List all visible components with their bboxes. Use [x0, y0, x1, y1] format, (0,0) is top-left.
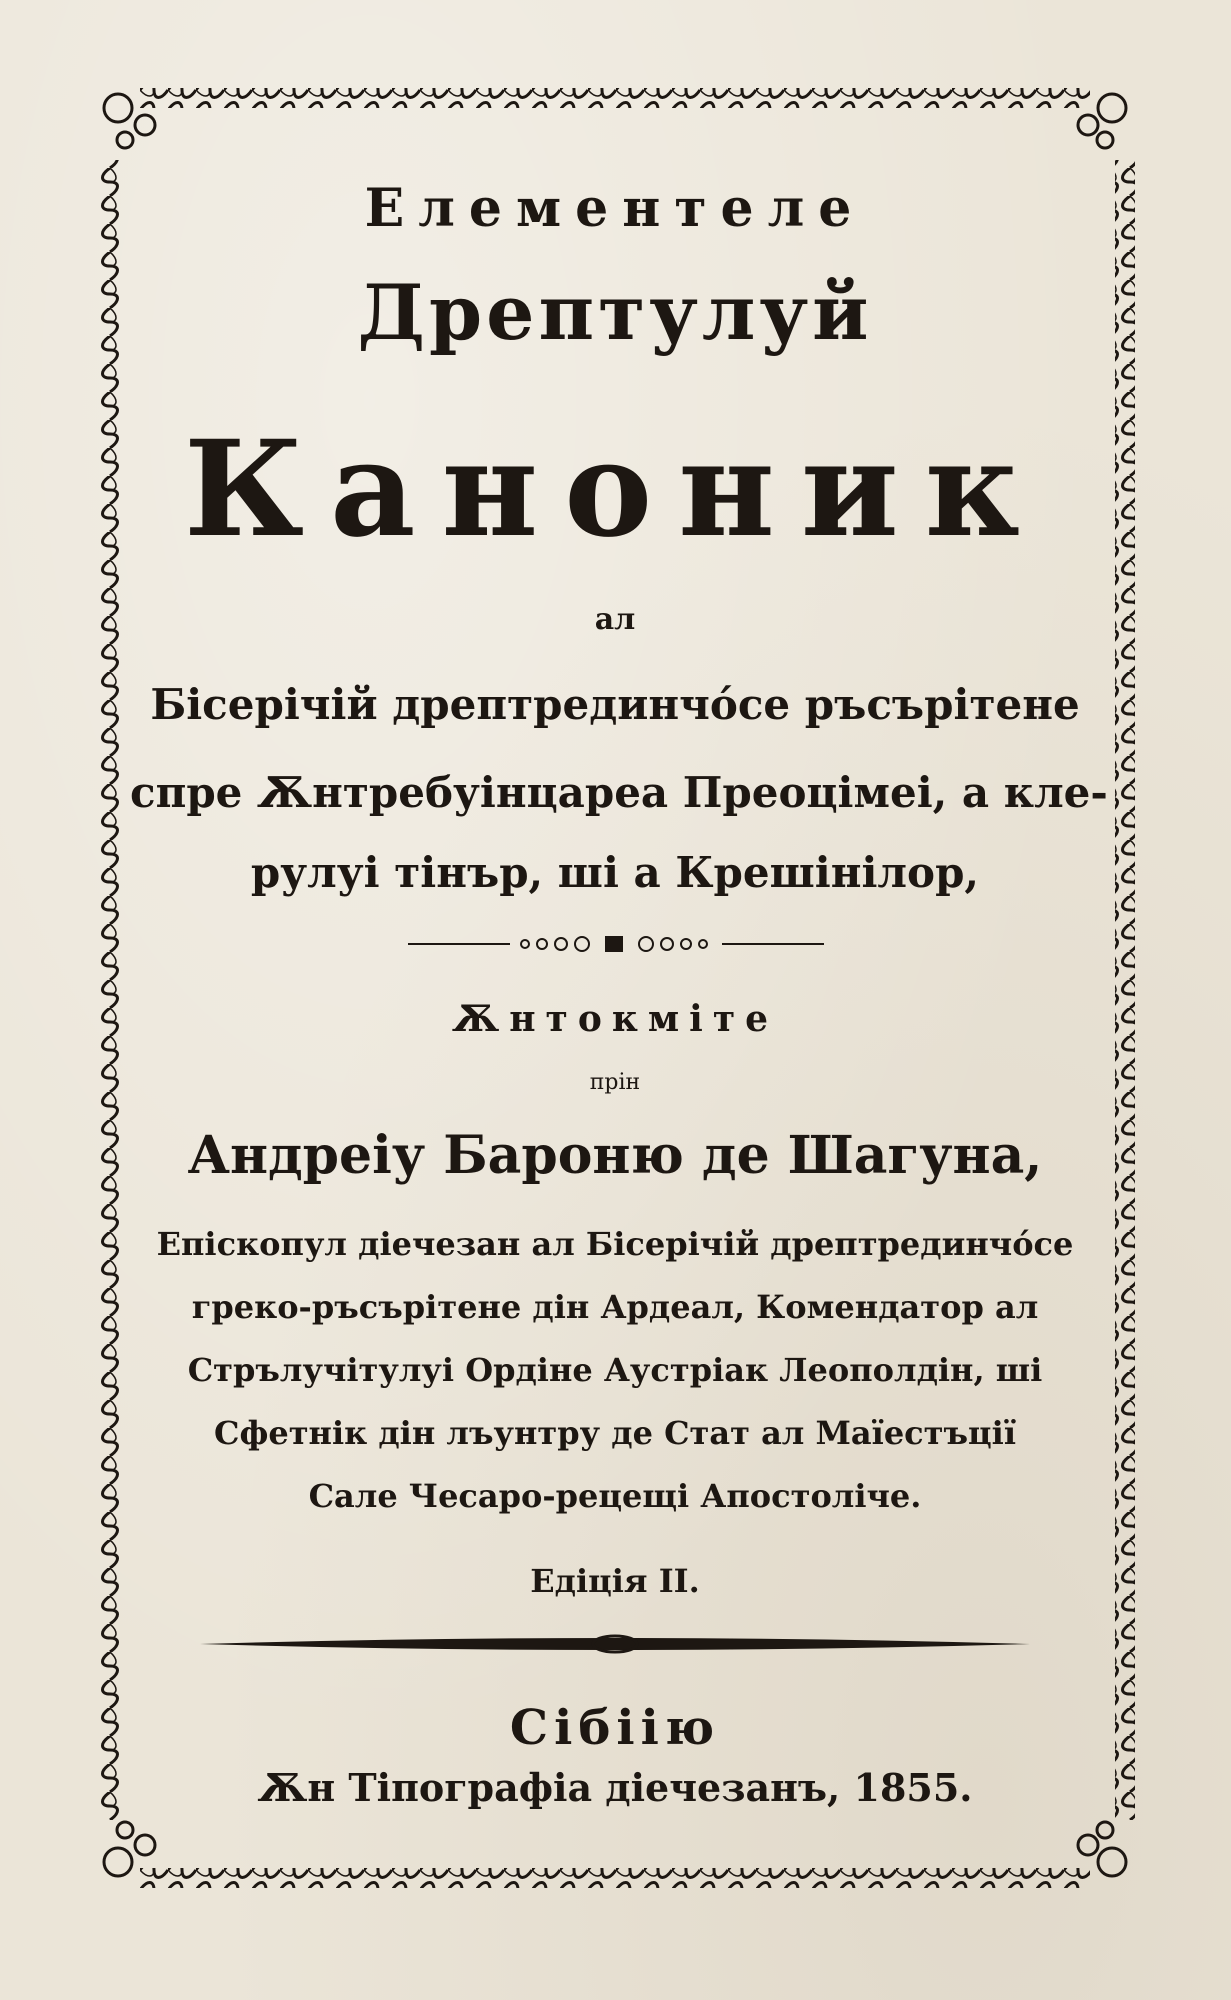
compiled-label: Ѫнтокміте: [451, 998, 779, 1040]
author-desc-3: Стрълучітулуі Ордіне Аустріак Леополдін, ші: [187, 1351, 1043, 1389]
author-desc-4: Сфетнік дін лъунтру де Стат ал Маїестъції: [214, 1414, 1016, 1452]
title-elements: Елементеле: [364, 178, 866, 239]
swell-rule: [200, 1636, 1030, 1652]
title-page: [130, 150, 1108, 1850]
border-top: [140, 88, 1090, 108]
author-name: Андреіу Бароню де Шагуна,: [187, 1125, 1043, 1186]
imprint-city: Сібіію: [509, 1700, 721, 1756]
title-al: ал: [594, 602, 636, 637]
subtitle-line-3: рулуі тінър, ші а Крешінілор,: [250, 848, 980, 897]
border-right: [1115, 160, 1135, 1820]
edition-label: Едіція II.: [530, 1562, 700, 1600]
border-left: [100, 160, 120, 1820]
subtitle-line-1: Бісерічій дрептрединчóсе ръсърітене: [150, 680, 1080, 729]
imprint-line: Ѫн Тіпографіа діечезанъ, 1855.: [257, 1765, 973, 1810]
subtitle-line-2: спре Ѫнтребуінцареа Преоцімеі, а кле-: [130, 768, 1108, 817]
author-desc-5: Сале Чесаро-рецещі Апостоліче.: [308, 1477, 922, 1515]
title-dreptului: Дрептулуй: [357, 268, 873, 357]
title-canonic: Каноник: [183, 412, 1047, 567]
author-desc-2: греко-ръсърітене дін Ардеал, Комендатор ал: [191, 1288, 1039, 1326]
dotted-rule: [408, 936, 824, 952]
by-label: прін: [589, 1070, 641, 1095]
author-desc-1: Епіскопул діечезан ал Бісерічій дрептрединчóсе: [156, 1225, 1074, 1263]
border-bottom: [140, 1868, 1090, 1888]
